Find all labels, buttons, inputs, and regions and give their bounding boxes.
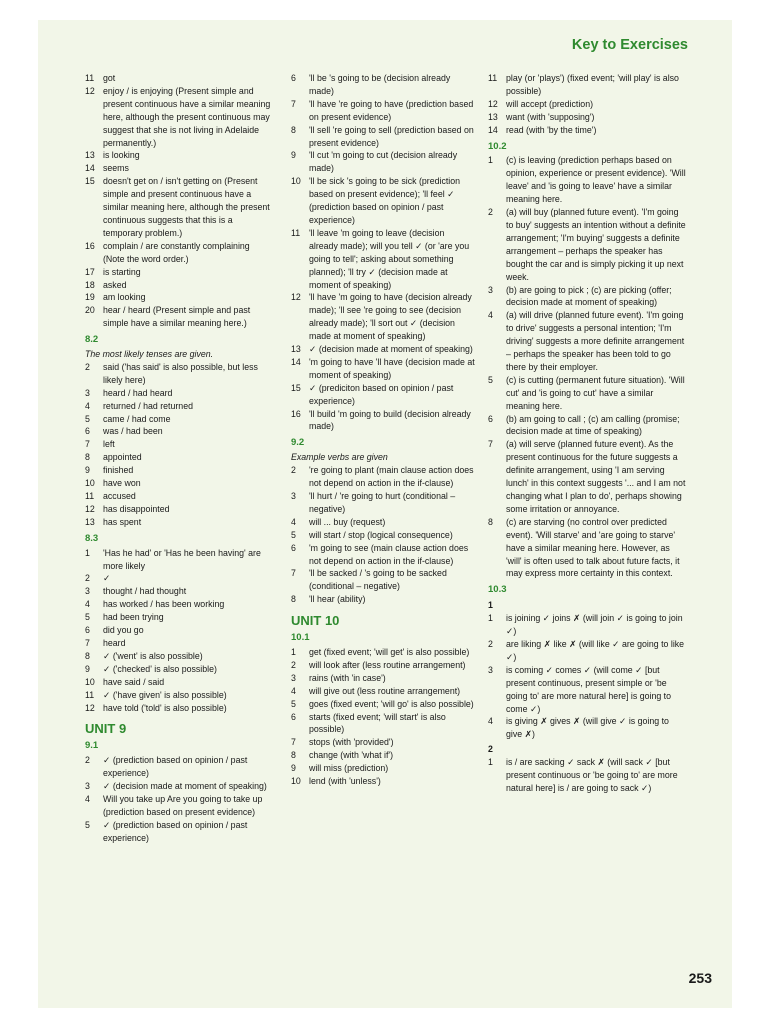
section-heading: 9.2 (291, 437, 305, 449)
answer-item (85, 598, 271, 611)
item-text: 'll leave 'm going to leave (decision already made); will you tell ✓ (or 'are you going to tell'; asking about something planned); 'll try ✓ (decision made at moment of speaking) (309, 227, 470, 290)
part-number: 2 (488, 744, 493, 755)
item-number: 4 (488, 310, 493, 321)
answer-item (488, 154, 686, 206)
item-number: 20 (85, 305, 95, 316)
answer-item (85, 438, 271, 451)
answer-item (291, 464, 475, 490)
item-text: did you go (103, 625, 144, 636)
item-text: hear / heard (Present simple and past simple have a similar meaning here.) (103, 305, 251, 329)
answer-item (488, 124, 686, 137)
item-text: enjoy / is enjoying (Present simple and present continuous have a similar meaning here, although the present continuous may suggest that she is not living in Adelaide permanently.) (103, 85, 271, 148)
item-number: 19 (85, 292, 95, 303)
answer-item (291, 382, 475, 408)
item-text: is starting (103, 266, 141, 277)
item-text: heard (103, 637, 126, 648)
item-number: 2 (488, 207, 493, 218)
answer-item (291, 408, 475, 434)
item-text: (c) is cutting (permanent future situation). 'Will cut' and 'is going to cut' have a similar meaning here. (506, 374, 685, 411)
answer-item (291, 356, 475, 382)
item-text: appointed (103, 452, 142, 463)
item-text: asked (103, 279, 127, 290)
answer-item (85, 85, 271, 150)
item-text: is / are sacking ✓ sack ✗ (will sack ✓ [but present continuous or 'be going to' are more natural here] is / are going to sack ✓) (506, 757, 678, 793)
answer-item (291, 736, 475, 749)
answer-item (85, 702, 271, 715)
answer-item (291, 685, 475, 698)
answer-item (291, 672, 475, 685)
item-number: 5 (85, 819, 90, 830)
item-text: said ('has said' is also possible, but less likely here) (103, 361, 258, 385)
item-text: read (with 'by the time') (506, 124, 597, 135)
item-number: 4 (85, 599, 90, 610)
item-text: will look after (less routine arrangement) (309, 659, 466, 670)
item-text: got (103, 73, 116, 83)
item-text: had been trying (103, 612, 164, 623)
answer-item (85, 451, 271, 464)
answer-item (85, 676, 271, 689)
item-number: 14 (85, 163, 95, 174)
answer-item (85, 413, 271, 426)
item-text: (a) will serve (planned future event). As the present continuous for the future suggests a definite arrangement, using 'I am serving lunch' in this context suggests '... and I am not changing what I plan to do', perhaps showing some irritation or annoyance. (506, 439, 686, 514)
item-text: 'll hurt / 're going to hurt (conditional – negative) (309, 491, 456, 514)
answer-item (85, 572, 271, 585)
item-text: ✓ (103, 573, 111, 584)
item-text: complain / are constantly complaining (Note the word order.) (103, 240, 250, 264)
item-number: 11 (85, 491, 95, 501)
part-number: 1 (488, 600, 493, 611)
answer-item (85, 503, 271, 516)
answer-item (85, 266, 271, 279)
item-number: 13 (291, 344, 301, 355)
item-text: play (or 'plays') (fixed event; 'will play' is also possible) (506, 73, 679, 96)
item-text: 'll be 's going to be (decision already made) (309, 73, 451, 96)
answer-item (85, 387, 271, 400)
answer-item (85, 240, 271, 266)
item-text: have told ('told' is also possible) (103, 702, 227, 713)
item-text: 'll sell 're going to sell (prediction based on present evidence) (309, 124, 474, 148)
item-number: 4 (85, 400, 90, 411)
column-left (85, 72, 271, 845)
answer-item (85, 149, 271, 162)
answer-item (291, 149, 475, 175)
item-text: 'll have 'm going to have (decision already made); 'll see 're going to see (decision already made); 'll sort out ✓ (decision made at moment of speaking) (309, 292, 472, 342)
answer-item (488, 284, 686, 310)
answer-item (85, 780, 271, 793)
item-text: ✓ (prediction based on opinion / past experience) (103, 819, 248, 843)
item-text: (a) will drive (planned future event). 'I'm going to drive' suggests a personal intention; 'I'm driving' suggests a more definite arrangement – perhaps the speaker has been told to go there by their employer. (506, 310, 685, 372)
answer-item (291, 698, 475, 711)
answer-item (85, 611, 271, 624)
answer-item (488, 374, 686, 413)
item-number: 10 (291, 776, 301, 787)
textbook-page (38, 20, 732, 1008)
item-text: have said / said (103, 676, 165, 687)
item-text: is joining ✓ joins ✗ (will join ✓ is going to join ✓) (506, 613, 683, 637)
item-text: ✓ (prediciton based on opinion / past experience) (309, 382, 454, 406)
item-number: 4 (291, 516, 296, 527)
item-number: 12 (85, 702, 95, 713)
item-number: 11 (291, 227, 301, 238)
item-number: 2 (85, 573, 90, 584)
item-text: ✓ (prediction based on opinion / past experience) (103, 755, 248, 779)
item-text: doesn't get on / isn't getting on (Present simple and present continuous have a similar meaning here, although the present continuous suggests that this is a temporary problem.) (103, 176, 270, 238)
item-text: left (103, 439, 115, 450)
answer-item (291, 646, 475, 659)
answer-item (291, 762, 475, 775)
item-text: seems (103, 163, 129, 174)
section-heading: 10.1 (291, 632, 310, 644)
answer-item (488, 438, 686, 515)
item-number: 12 (85, 503, 95, 514)
item-number: 1 (488, 155, 493, 166)
item-text: (b) are going to pick ; (c) are picking (offer; decision made at moment of speaking) (506, 284, 672, 308)
item-number: 3 (85, 781, 90, 792)
answer-item (291, 227, 475, 292)
item-number: 12 (488, 98, 498, 109)
item-number: 7 (488, 439, 493, 450)
item-number: 3 (291, 491, 296, 501)
item-number: 6 (291, 542, 296, 553)
answer-item (85, 72, 271, 85)
column-middle (291, 72, 475, 788)
answer-item (291, 72, 475, 98)
section-heading: 8.2 (85, 334, 99, 346)
answer-item (85, 547, 271, 573)
item-number: 2 (85, 361, 90, 372)
item-number: 8 (85, 452, 90, 463)
answer-item (85, 291, 271, 304)
item-text: is coming ✓ comes ✓ (will come ✓ [but present continuous, present simple or 'be going to' are more natural here] is going to come ✓) (506, 664, 672, 714)
item-number: 12 (85, 85, 95, 96)
item-text: (b) am going to call ; (c) am calling (promise; decision made at time of speaking) (506, 413, 680, 437)
item-number: 9 (85, 663, 90, 674)
answer-item (488, 206, 686, 283)
item-text: was / had been (103, 426, 163, 437)
item-number: 5 (291, 698, 296, 709)
answer-item (488, 98, 686, 111)
answer-item (85, 793, 271, 819)
item-number: 9 (85, 465, 90, 476)
item-number: 6 (85, 625, 90, 636)
item-number: 14 (488, 124, 498, 135)
item-number: 8 (291, 124, 296, 135)
item-number: 7 (85, 637, 90, 648)
answer-item (488, 612, 686, 638)
item-number: 8 (85, 650, 90, 661)
answer-item (85, 689, 271, 702)
item-number: 2 (85, 755, 90, 766)
item-number: 12 (291, 292, 301, 303)
item-text: (c) are starving (no control over predicted event). 'Will starve' and 'are going to starve' have a similar meaning here. However, as 'will' is often used to talk about future facts, it may express more certainty in this context. (506, 516, 680, 579)
unit-heading: UNIT 10 (291, 613, 340, 629)
answer-item (488, 309, 686, 374)
section-heading: 9.1 (85, 740, 99, 752)
item-number: 3 (291, 672, 296, 683)
item-text: 'll be sick 's going to be sick (prediction based on present evidence); 'll feel ✓ (prediction based on opinion / past experience) (309, 176, 461, 225)
item-number: 16 (291, 408, 301, 419)
section-instruction: The most likely tenses are given. (85, 349, 214, 360)
answer-item (291, 775, 475, 788)
item-number: 10 (85, 478, 95, 489)
item-text: is giving ✗ gives ✗ (will give ✓ is going to give ✗) (506, 716, 669, 740)
item-text: change (with 'what if') (309, 750, 394, 761)
answer-item (85, 400, 271, 413)
item-number: 14 (291, 356, 301, 367)
item-number: 8 (291, 750, 296, 761)
item-number: 8 (291, 594, 296, 605)
item-text: 'Has he had' or 'Has he been having' are more likely (103, 547, 261, 571)
item-text: ✓ ('went' is also possible) (103, 650, 203, 661)
item-text: has spent (103, 516, 142, 527)
item-number: 15 (85, 176, 95, 187)
answer-item (291, 175, 475, 227)
item-text: (c) is leaving (prediction perhaps based on opinion, experience or present evidence). 'Will leave' and 'is going to leave' have a similar meaning here. (506, 155, 686, 205)
answer-item (291, 529, 475, 542)
item-number: 3 (488, 284, 493, 295)
item-number: 4 (488, 716, 493, 727)
item-number: 9 (291, 763, 296, 774)
item-number: 6 (85, 426, 90, 437)
answer-item (291, 567, 475, 593)
answer-item (85, 162, 271, 175)
answer-item (85, 175, 271, 240)
item-number: 5 (488, 374, 493, 385)
answer-item (85, 624, 271, 637)
item-number: 2 (488, 638, 493, 649)
item-number: 16 (85, 240, 95, 251)
answer-item (291, 124, 475, 150)
item-number: 7 (291, 568, 296, 579)
item-text: Will you take up Are you going to take up (prediction based on present evidence) (103, 793, 263, 817)
item-text: came / had come (103, 413, 171, 424)
answer-item (488, 413, 686, 439)
item-number: 8 (488, 516, 493, 527)
answer-item (85, 663, 271, 676)
item-number: 11 (85, 73, 95, 83)
item-number: 18 (85, 279, 95, 290)
item-number: 11 (85, 689, 95, 700)
page-number: 253 (688, 970, 712, 986)
item-number: 3 (85, 387, 90, 398)
answer-item (85, 819, 271, 845)
answer-item (85, 516, 271, 529)
answer-item (291, 659, 475, 672)
item-text: stops (with 'provided') (309, 737, 394, 748)
answer-item (85, 361, 271, 387)
item-text: 'll have 're going to have (prediction based on present evidence) (309, 98, 474, 122)
item-text: will give out (less routine arrangement) (309, 685, 461, 696)
item-text: ✓ ('have given' is also possible) (103, 689, 227, 700)
answer-item (85, 425, 271, 438)
item-text: ✓ (decision made at moment of speaking) (103, 781, 267, 792)
item-number: 1 (85, 547, 90, 558)
page-title: Key to Exercises (571, 37, 688, 53)
item-number: 2 (291, 659, 296, 670)
item-number: 7 (291, 737, 296, 748)
answer-item (291, 343, 475, 356)
item-text: 'll be sacked / 's going to be sacked (conditional – negative) (309, 568, 447, 592)
item-text: (a) will buy (planned future event). 'I'm going to buy' suggests an intention without a definite arrangement; 'I'm buying' suggests a definite arrangement – perhaps the speaker has bought the car and is simply picking it up next week. (506, 207, 686, 282)
item-text: 'm going to have 'll have (decision made at moment of speaking) (309, 356, 475, 380)
answer-item (488, 516, 686, 581)
answer-item (85, 477, 271, 490)
item-number: 10 (291, 176, 301, 187)
item-number: 2 (291, 465, 296, 476)
item-text: will accept (prediction) (506, 98, 594, 109)
item-number: 1 (488, 613, 493, 624)
item-text: will miss (prediction) (309, 763, 389, 774)
item-text: finished (103, 465, 134, 476)
item-text: 'll cut 'm going to cut (decision already made) (309, 150, 458, 174)
item-text: has worked / has been working (103, 599, 225, 610)
answer-item (85, 650, 271, 663)
answer-item (291, 291, 475, 343)
item-text: 'll build 'm going to build (decision already made) (309, 408, 471, 432)
item-text: heard / had heard (103, 387, 173, 398)
column-right (488, 72, 686, 795)
answer-item (85, 637, 271, 650)
answer-item (291, 749, 475, 762)
item-text: will ... buy (request) (309, 516, 386, 527)
answer-item (291, 516, 475, 529)
item-text: is looking (103, 150, 140, 161)
item-number: 15 (291, 382, 301, 393)
item-number: 6 (291, 73, 296, 83)
item-text: 'm going to see (main clause action does not depend on action in the if-clause) (309, 542, 469, 566)
item-number: 6 (488, 413, 493, 424)
answer-item (85, 304, 271, 330)
answer-item (85, 585, 271, 598)
item-number: 4 (291, 685, 296, 696)
item-number: 3 (85, 586, 90, 597)
item-number: 9 (291, 150, 296, 161)
item-text: 'll hear (ability) (309, 594, 366, 605)
item-text: lend (with 'unless') (309, 776, 381, 787)
item-number: 3 (488, 664, 493, 675)
answer-item (85, 490, 271, 503)
item-text: thought / had thought (103, 586, 187, 597)
answer-item (488, 638, 686, 664)
item-number: 10 (85, 676, 95, 687)
item-text: are liking ✗ like ✗ (will like ✓ are going to like ✓) (506, 638, 685, 662)
answer-item (85, 464, 271, 477)
answer-item (488, 664, 686, 716)
item-number: 5 (85, 413, 90, 424)
item-text: 're going to plant (main clause action does not depend on action in the if-clause) (309, 465, 474, 489)
answer-item (488, 72, 686, 98)
item-number: 13 (488, 111, 498, 122)
answer-item (488, 756, 686, 795)
item-text: want (with 'supposing') (506, 111, 595, 122)
item-number: 17 (85, 266, 95, 277)
answer-item (291, 593, 475, 606)
item-number: 5 (291, 529, 296, 540)
answer-item (291, 711, 475, 737)
item-number: 13 (85, 150, 95, 161)
item-text: starts (fixed event; 'will start' is also possible) (309, 711, 446, 735)
item-text: get (fixed event; 'will get' is also possible) (309, 646, 470, 657)
answer-item (85, 279, 271, 292)
answer-item (488, 111, 686, 124)
item-text: ✓ (decision made at moment of speaking) (309, 344, 473, 355)
item-text: have won (103, 478, 141, 489)
item-number: 7 (291, 98, 296, 109)
item-number: 4 (85, 793, 90, 804)
answer-item (291, 542, 475, 568)
item-text: has disappointed (103, 503, 170, 514)
item-number: 5 (85, 612, 90, 623)
item-text: goes (fixed event; 'will go' is also possible) (309, 698, 474, 709)
item-text: ✓ ('checked' is also possible) (103, 663, 217, 674)
answer-item (488, 715, 686, 741)
item-number: 1 (291, 646, 296, 657)
unit-heading: UNIT 9 (85, 721, 127, 737)
item-text: accused (103, 491, 136, 501)
item-number: 7 (85, 439, 90, 450)
section-instruction: Example verbs are given (291, 452, 388, 463)
item-number: 1 (488, 757, 493, 768)
item-number: 11 (488, 73, 498, 83)
answer-item (85, 754, 271, 780)
item-text: will start / stop (logical consequence) (309, 529, 453, 540)
answer-item (291, 490, 475, 516)
answer-item (291, 98, 475, 124)
section-heading: 10.3 (488, 584, 507, 596)
item-number: 6 (291, 711, 296, 722)
section-heading: 8.3 (85, 532, 99, 544)
section-heading: 10.2 (488, 140, 507, 152)
item-text: am looking (103, 292, 146, 303)
item-text: rains (with 'in case') (309, 672, 386, 683)
item-text: returned / had returned (103, 400, 193, 411)
item-number: 13 (85, 516, 95, 527)
